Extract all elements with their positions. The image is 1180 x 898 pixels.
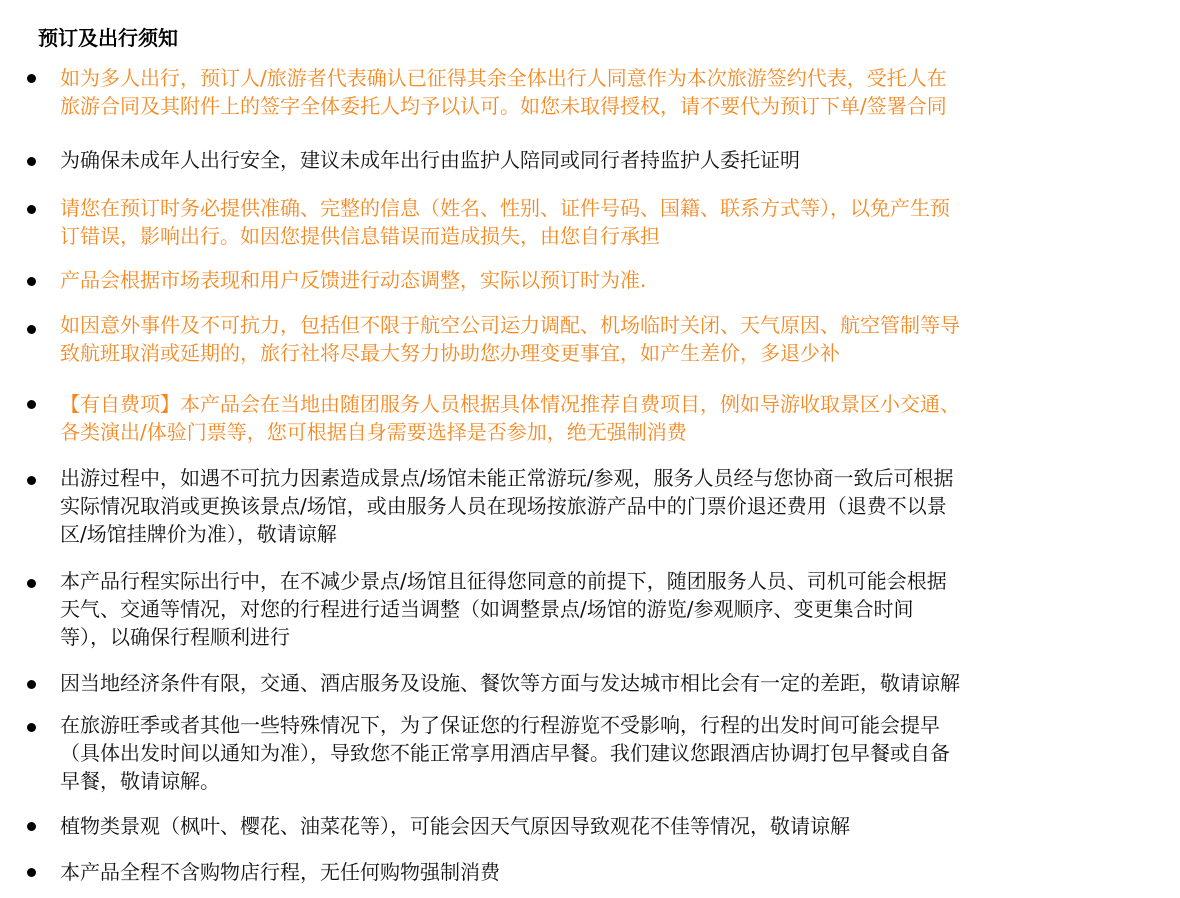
notice-item-line: 早餐，敬请谅解。 [60,769,220,793]
notice-item-line: 等），以确保行程顺利进行 [60,625,290,649]
notice-item-line: 如为多人出行，预订人/旅游者代表确认已征得其余全体出行人同意作为本次旅游签约代表，受托人在 [60,66,947,90]
bullet-dot-icon [27,277,36,286]
notice-item-line: 订错误，影响出行。如因您提供信息错误而造成损失，由您自行承担 [60,224,660,248]
bullet-dot-icon [27,400,36,409]
notice-item-text [60,567,1150,651]
bullet-dot-icon [27,157,36,166]
bullet-dot-icon [27,325,36,334]
notice-item-line: 本产品行程实际出行中，在不减少景点/场馆且征得您同意的前提下，随团服务人员、司机可能会根据 [60,569,947,593]
notice-item-text [60,711,1150,795]
notice-item-line: 致航班取消或延期的，旅行社将尽最大努力协助您办理变更事宜，如产生差价，多退少补 [60,341,840,365]
notice-item-line: 请您在预订时务必提供准确、完整的信息（姓名、性别、证件号码、国籍、联系方式等），以免产生预 [60,196,950,220]
notice-item-text [60,669,1150,697]
bullet-dot-icon [27,868,36,877]
notice-item-line: 出游过程中，如遇不可抗力因素造成景点/场馆未能正常游玩/参观，服务人员经与您协商一致后可根据 [60,466,954,490]
notice-item-text [60,812,1150,840]
notice-item-line: 天气、交通等情况，对您的行程进行适当调整（如调整景点/场馆的游览/参观顺序、变更集合时间 [60,597,914,621]
bullet-dot-icon [27,476,36,485]
notice-item-line: 植物类景观（枫叶、樱花、油菜花等），可能会因天气原因导致观花不佳等情况，敬请谅解 [60,814,850,838]
notice-item-text [60,311,1150,367]
notice-item-text [60,464,1150,548]
notice-item-text [60,858,1150,886]
bullet-dot-icon [27,680,36,689]
bullet-dot-icon [27,723,36,732]
notice-item-line: 实际情况取消或更换该景点/场馆，或由服务人员在现场按旅游产品中的门票价退还费用（退费不以景 [60,494,947,518]
notice-item-line: （具体出发时间以通知为准），导致您不能正常享用酒店早餐。我们建议您跟酒店协调打包早餐或自备 [60,741,950,765]
notice-item-line: 区/场馆挂牌价为准），敬请谅解 [60,522,337,546]
notice-item-line: 在旅游旺季或者其他一些特殊情况下，为了保证您的行程游览不受影响，行程的出发时间可能会提早 [60,713,940,737]
notice-item-text [60,194,1150,250]
bullet-dot-icon [27,822,36,831]
bullet-dot-icon [27,74,36,83]
notice-item-line: 各类演出/体验门票等，您可根据自身需要选择是否参加，绝无强制消费 [60,420,687,444]
bullet-dot-icon [27,579,36,588]
notice-item-text [60,64,1150,120]
bullet-dot-icon [27,205,36,214]
notice-item-line: 本产品全程不含购物店行程，无任何购物强制消费 [60,860,500,884]
notice-item-line: 产品会根据市场表现和用户反馈进行动态调整，实际以预订时为准. [60,268,647,292]
notice-item-line: 【有自费项】本产品会在当地由随团服务人员根据具体情况推荐自费项目，例如导游收取景区小交通、 [60,392,960,416]
notice-item-line: 因当地经济条件有限，交通、酒店服务及设施、餐饮等方面与发达城市相比会有一定的差距，敬请谅解 [60,671,960,695]
notice-item-text [60,390,1150,446]
notice-item-text [60,266,1150,294]
notice-item-line: 为确保未成年人出行安全，建议未成年出行由监护人陪同或同行者持监护人委托证明 [60,148,800,172]
notice-item-line: 如因意外事件及不可抗力，包括但不限于航空公司运力调配、机场临时关闭、天气原因、航空管制等导 [60,313,960,337]
notice-title: 预订及出行须知 [38,26,178,50]
notice-item-text [60,146,1150,174]
notice-item-line: 旅游合同及其附件上的签字全体委托人均予以认可。如您未取得授权，请不要代为预订下单/签署合同 [60,94,947,118]
